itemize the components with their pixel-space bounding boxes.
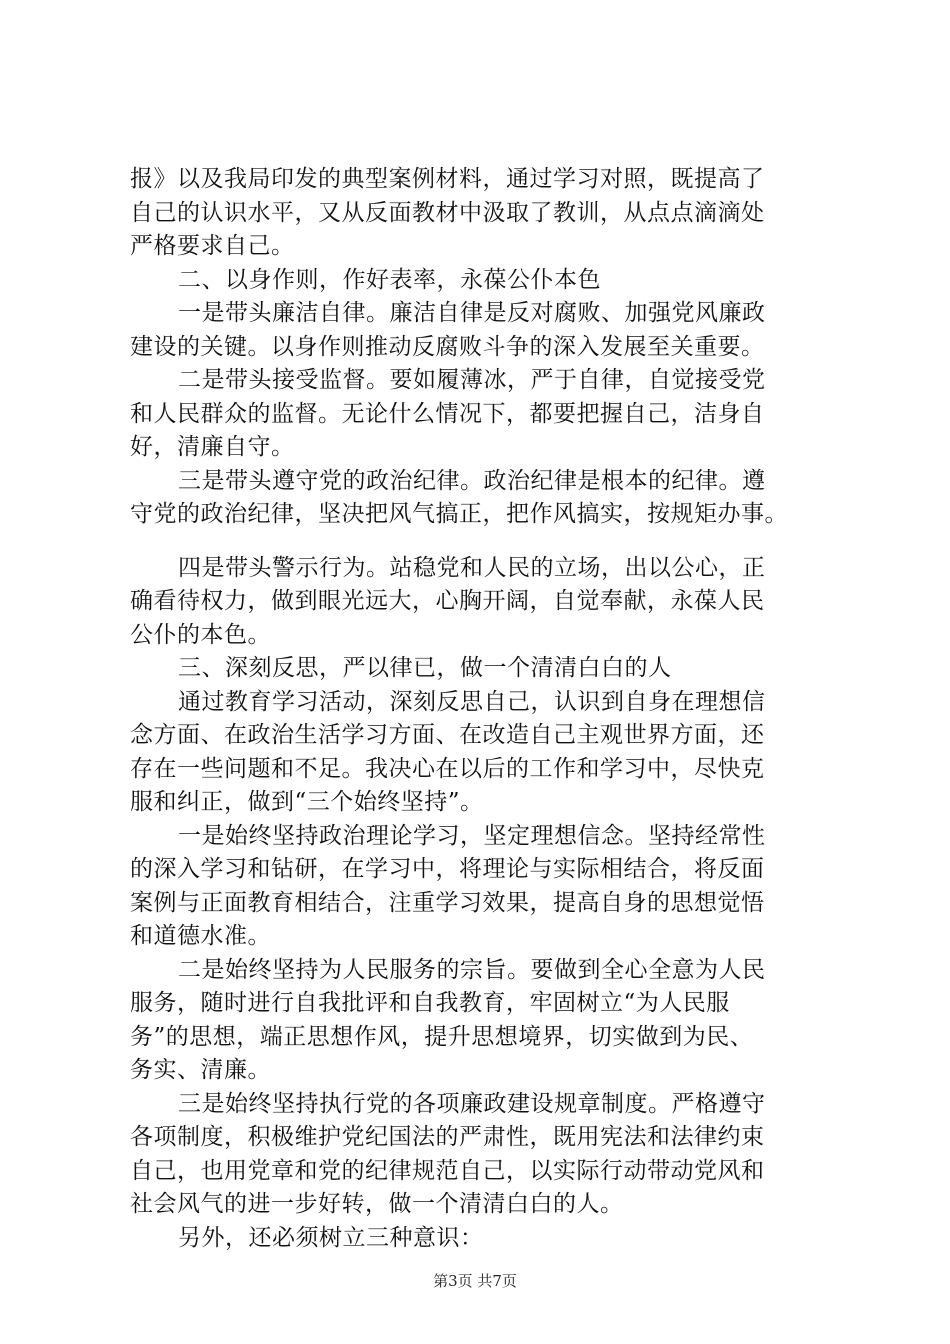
section-heading: 三、深刻反思，严以律已，做一个清清白白的人 — [178, 655, 672, 681]
body-line: 二是带头接受监督。要如履薄冰，严于自律，自觉接受党 — [178, 367, 766, 393]
body-line: 好，清廉自守。 — [130, 434, 295, 460]
body-line: 严格要求自己。 — [130, 233, 295, 259]
body-line: 的深入学习和钻研，在学习中，将理论与实际相结合，将反面 — [130, 856, 765, 882]
body-line: 各项制度，积极维护党纪国法的严肃性，既用宪法和法律约束 — [130, 1124, 765, 1150]
body-line: 存在一些问题和不足。我决心在以后的工作和学习中，尽快克 — [130, 756, 765, 782]
body-line: 和道德水准。 — [130, 923, 271, 949]
body-line: 一是始终坚持政治理论学习，坚定理想信念。坚持经常性 — [178, 823, 766, 849]
body-line: 四是带头警示行为。站稳党和人民的立场，出以公心，正 — [178, 555, 766, 581]
body-line: 务”的思想，端正思想作风，提升思想境界，切实做到为民、 — [130, 1024, 754, 1050]
body-line: 三是带头遵守党的政治纪律。政治纪律是根本的纪律。遵 — [178, 468, 766, 494]
body-line: 守党的政治纪律，坚决把风气搞正，把作风搞实，按规矩办事。 — [130, 501, 788, 527]
body-line: 报》以及我局印发的典型案例材料，通过学习对照，既提高了 — [130, 166, 765, 192]
body-line: 通过教育学习活动，深刻反思自己，认识到自身在理想信 — [178, 689, 766, 715]
body-line: 和人民群众的监督。无论什么情况下，都要把握自己，洁身自 — [130, 401, 765, 427]
body-line: 确看待权力，做到眼光远大，心胸开阔，自觉奉献，永葆人民 — [130, 588, 765, 614]
body-line: 案例与正面教育相结合，注重学习效果，提高自身的思想觉悟 — [130, 890, 765, 916]
section-heading: 二、以身作则，作好表率，永葆公仆本色 — [178, 267, 601, 293]
body-line: 建设的关键。以身作则推动反腐败斗争的深入发展至关重要。 — [130, 334, 765, 360]
body-line: 三是始终坚持执行党的各项廉政建设规章制度。严格遵守 — [178, 1091, 766, 1117]
body-line: 二是始终坚持为人民服务的宗旨。要做到全心全意为人民 — [178, 957, 766, 983]
body-line: 服务，随时进行自我批评和自我教育，牢固树立“为人民服 — [130, 990, 730, 1016]
body-line: 务实、清廉。 — [130, 1057, 271, 1083]
body-line: 自己，也用党章和党的纪律规范自己，以实际行动带动党风和 — [130, 1158, 765, 1184]
body-line: 念方面、在政治生活学习方面、在改造自己主观世界方面，还 — [130, 722, 765, 748]
body-line: 服和纠正，做到“三个始终坚持”。 — [130, 789, 484, 815]
body-line: 另外，还必须树立三种意识： — [178, 1225, 484, 1251]
page-number-footer: 第3页 共7页 — [433, 1272, 517, 1290]
body-line: 社会风气的进一步好转，做一个清清白白的人。 — [130, 1191, 624, 1217]
body-line: 自己的认识水平，又从反面教材中汲取了教训，从点点滴滴处 — [130, 200, 765, 226]
body-line: 公仆的本色。 — [130, 622, 271, 648]
body-line: 一是带头廉洁自律。廉洁自律是反对腐败、加强党风廉政 — [178, 300, 766, 326]
